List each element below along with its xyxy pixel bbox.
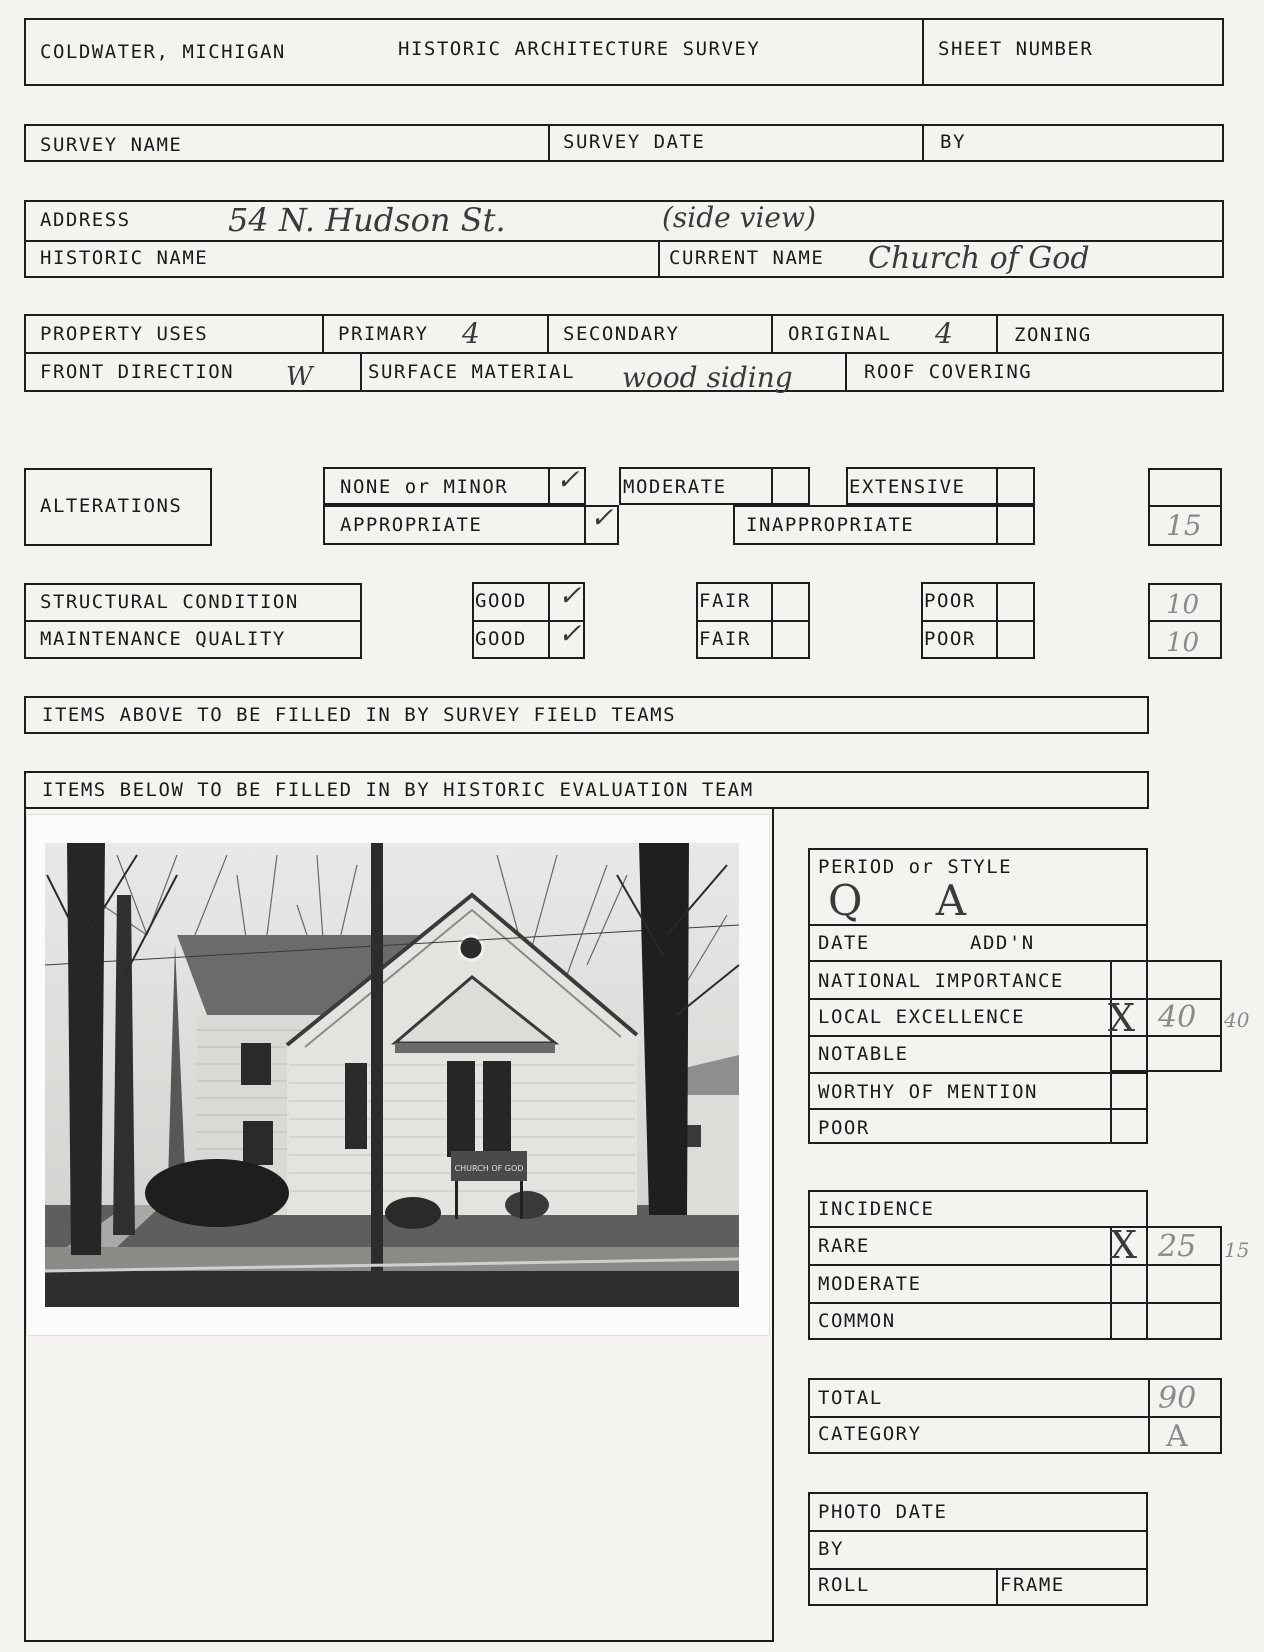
secondary-label: SECONDARY bbox=[563, 323, 680, 345]
structural-good-check: ✓ bbox=[558, 579, 582, 612]
property-divider-6 bbox=[845, 352, 847, 392]
appropriate-label: APPROPRIATE bbox=[340, 514, 483, 536]
survey-by-label: BY bbox=[940, 131, 966, 153]
poor-label: POOR bbox=[818, 1117, 870, 1139]
property-row-divider bbox=[24, 352, 1224, 354]
appropriate-check-divider bbox=[584, 505, 586, 545]
maintenance-fair-label: FAIR bbox=[699, 628, 751, 650]
zoning-label: ZONING bbox=[1014, 324, 1092, 346]
property-divider-2 bbox=[547, 314, 549, 352]
left-frame-bottom bbox=[24, 1640, 774, 1642]
current-name-label: CURRENT NAME bbox=[669, 247, 825, 269]
incidence-row-1 bbox=[808, 1226, 1222, 1228]
alterations-label: ALTERATIONS bbox=[40, 495, 183, 517]
front-direction-value: W bbox=[286, 362, 313, 392]
property-divider-1 bbox=[322, 314, 324, 352]
survey-name-label: SURVEY NAME bbox=[40, 134, 183, 156]
original-value: 4 bbox=[935, 317, 953, 350]
eval-row-1 bbox=[808, 960, 1148, 962]
eval-row-5 bbox=[808, 1108, 1148, 1110]
notable-label: NOTABLE bbox=[818, 1043, 909, 1065]
appropriate-check: ✓ bbox=[590, 501, 614, 534]
survey-title: HISTORIC ARCHITECTURE SURVEY bbox=[398, 38, 761, 60]
address-note: (side view) bbox=[662, 201, 816, 234]
fair-check-divider bbox=[771, 582, 773, 659]
poor-check-divider bbox=[996, 582, 998, 659]
building-photo bbox=[27, 815, 769, 1335]
maintenance-good-check: ✓ bbox=[558, 617, 582, 650]
period-value: Q A bbox=[828, 876, 967, 925]
primary-value: 4 bbox=[462, 317, 480, 350]
moderate-label: MODERATE bbox=[623, 476, 727, 498]
total-label: TOTAL bbox=[818, 1387, 883, 1409]
front-direction-label: FRONT DIRECTION bbox=[40, 361, 235, 383]
incidence-label: INCIDENCE bbox=[818, 1198, 935, 1220]
city-label: COLDWATER, MICHIGAN bbox=[40, 41, 286, 63]
survey-divider-2 bbox=[922, 124, 924, 162]
alterations-score-divider bbox=[1148, 505, 1222, 507]
structural-fair-label: FAIR bbox=[699, 590, 751, 612]
addn-label: ADD'N bbox=[970, 932, 1035, 954]
none-minor-label: NONE or MINOR bbox=[340, 476, 509, 498]
incidence-score-right bbox=[1220, 1226, 1222, 1340]
items-above-note: ITEMS ABOVE TO BE FILLED IN BY SURVEY FIELD TEAMS bbox=[42, 704, 677, 726]
rare-label: RARE bbox=[818, 1235, 870, 1257]
condition-label-divider bbox=[24, 620, 362, 622]
worthy-of-mention-label: WORTHY OF MENTION bbox=[818, 1081, 1038, 1103]
date-row-top bbox=[808, 924, 1148, 926]
local-excellence-score: 40 bbox=[1158, 1000, 1197, 1035]
none-minor-check: ✓ bbox=[556, 463, 580, 496]
surface-material-value: wood siding bbox=[622, 361, 793, 394]
common-label: COMMON bbox=[818, 1310, 896, 1332]
sheet-number-label: SHEET NUMBER bbox=[938, 38, 1094, 60]
incidence-row-2 bbox=[808, 1264, 1222, 1266]
extensive-label: EXTENSIVE bbox=[849, 476, 966, 498]
structural-score: 10 bbox=[1166, 590, 1200, 620]
property-uses-label: PROPERTY USES bbox=[40, 323, 209, 345]
frame-divider bbox=[996, 1568, 998, 1606]
survey-date-label: SURVEY DATE bbox=[563, 131, 706, 153]
photo-info-row-2 bbox=[808, 1568, 1148, 1570]
surface-material-label: SURFACE MATERIAL bbox=[368, 361, 576, 383]
primary-label: PRIMARY bbox=[338, 323, 429, 345]
good-check-divider bbox=[548, 582, 550, 659]
photo-info-row-1 bbox=[808, 1530, 1148, 1532]
inappropriate-label: INAPPROPRIATE bbox=[746, 514, 915, 536]
structural-condition-label: STRUCTURAL CONDITION bbox=[40, 591, 299, 613]
maintenance-good-label: GOOD bbox=[475, 628, 527, 650]
incidence-row-3 bbox=[808, 1302, 1222, 1304]
current-name-divider bbox=[658, 240, 660, 278]
current-name-value: Church of God bbox=[868, 241, 1090, 276]
rare-score: 25 bbox=[1158, 1229, 1197, 1264]
period-label: PERIOD or STYLE bbox=[818, 856, 1013, 878]
roll-label: ROLL bbox=[818, 1574, 870, 1596]
eval-row-3 bbox=[808, 1035, 1222, 1037]
incidence-row-4 bbox=[808, 1338, 1222, 1340]
property-divider-4 bbox=[996, 314, 998, 352]
frame-label: FRAME bbox=[1000, 1574, 1065, 1596]
national-importance-label: NATIONAL IMPORTANCE bbox=[818, 970, 1064, 992]
left-frame-line bbox=[24, 809, 26, 1641]
total-divider bbox=[808, 1416, 1222, 1418]
date-label: DATE bbox=[818, 932, 870, 954]
total-score-divider bbox=[1148, 1378, 1150, 1454]
rare-margin: 15 bbox=[1224, 1238, 1250, 1262]
moderate-check-divider bbox=[771, 467, 773, 505]
fair-divider bbox=[696, 620, 810, 622]
local-excellence-mark: X bbox=[1108, 996, 1136, 1040]
structural-poor-label: POOR bbox=[924, 590, 976, 612]
address-label: ADDRESS bbox=[40, 209, 131, 231]
maintenance-score: 10 bbox=[1166, 628, 1200, 658]
category-value: A bbox=[1166, 1419, 1188, 1454]
rare-mark: X bbox=[1110, 1223, 1138, 1267]
photo-column-right-line bbox=[772, 809, 774, 1641]
alterations-score: 15 bbox=[1166, 509, 1202, 542]
photo-by-label: BY bbox=[818, 1538, 844, 1560]
photo-print bbox=[27, 815, 769, 1335]
condition-score-divider bbox=[1148, 620, 1222, 622]
eval-row-4 bbox=[808, 1072, 1148, 1074]
header-divider bbox=[922, 18, 924, 86]
photo-date-label: PHOTO DATE bbox=[818, 1501, 948, 1523]
sign-text: CHURCH OF GOD bbox=[454, 1164, 524, 1173]
property-divider-5 bbox=[360, 352, 362, 392]
local-excellence-margin: 40 bbox=[1224, 1008, 1250, 1032]
none-minor-check-divider bbox=[548, 467, 550, 505]
maintenance-quality-label: MAINTENANCE QUALITY bbox=[40, 628, 286, 650]
address-value: 54 N. Hudson St. bbox=[228, 201, 506, 239]
category-label: CATEGORY bbox=[818, 1423, 922, 1445]
incidence-moderate-label: MODERATE bbox=[818, 1273, 922, 1295]
maintenance-poor-label: POOR bbox=[924, 628, 976, 650]
survey-divider-1 bbox=[548, 124, 550, 162]
roof-covering-label: ROOF COVERING bbox=[864, 361, 1033, 383]
property-divider-3 bbox=[771, 314, 773, 352]
original-label: ORIGINAL bbox=[788, 323, 892, 345]
items-below-note: ITEMS BELOW TO BE FILLED IN BY HISTORIC EVALUATION TEAM bbox=[42, 779, 754, 801]
structural-good-label: GOOD bbox=[475, 590, 527, 612]
eval-mark-divider bbox=[1110, 960, 1112, 1144]
extensive-check-divider bbox=[996, 467, 998, 505]
historic-name-label: HISTORIC NAME bbox=[40, 247, 209, 269]
poor-divider bbox=[921, 620, 1035, 622]
local-excellence-label: LOCAL EXCELLENCE bbox=[818, 1006, 1026, 1028]
inappropriate-check-divider bbox=[996, 505, 998, 545]
total-value: 90 bbox=[1158, 1381, 1197, 1416]
